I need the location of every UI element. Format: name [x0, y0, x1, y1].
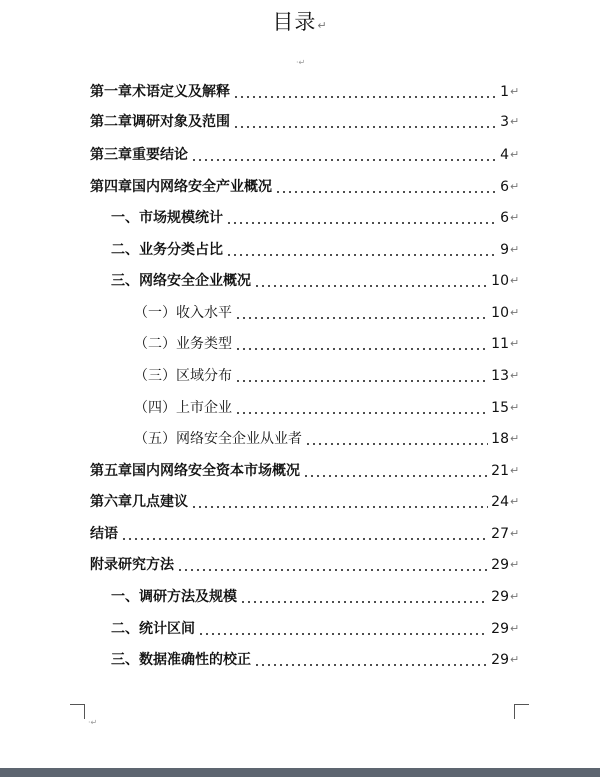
toc-entry-label: 第二章调研对象及范围: [90, 114, 230, 130]
toc-entry-label: 二、业务分类占比: [111, 242, 223, 258]
paragraph-mark-icon: ↵: [510, 211, 520, 224]
dot-leader: [198, 633, 488, 635]
toc-entry-label: 第六章几点建议: [90, 494, 188, 510]
toc-entry-page-number: 29: [491, 621, 509, 637]
toc-entry-label: 第三章重要结论: [90, 147, 188, 163]
paragraph-mark-icon: ↵: [510, 401, 520, 414]
dot-leader: [177, 569, 488, 571]
dot-leader: [275, 191, 497, 193]
toc-entry-label: 第四章国内网络安全产业概况: [90, 179, 272, 195]
toc-entry-label: （五）网络安全企业从业者: [134, 431, 302, 447]
dot-leader: [305, 443, 488, 445]
toc-entry-page-number: 3: [500, 114, 509, 130]
paragraph-mark-icon: ↵: [510, 115, 520, 128]
paragraph-mark-icon: ↵: [317, 19, 328, 32]
paragraph-mark-icon: ↵: [510, 180, 520, 193]
toc-entry[interactable]: [90, 522, 518, 546]
dot-leader: [191, 506, 488, 508]
toc-entry[interactable]: [111, 206, 518, 230]
toc-entry[interactable]: [134, 332, 518, 356]
toc-entry-page-number: 6: [500, 179, 509, 195]
toc-entry[interactable]: [111, 585, 518, 609]
paragraph-mark-icon: ↵: [510, 306, 520, 319]
toc-entry-page-number: 10: [491, 273, 509, 289]
toc-entry-page-number: 9: [500, 242, 509, 258]
toc-entry-label: 结语: [90, 526, 118, 542]
toc-entry[interactable]: [134, 396, 518, 420]
paragraph-mark-icon: ↵: [510, 558, 520, 571]
paragraph-mark-icon: ↵: [510, 337, 520, 350]
toc-entry-label: （二）业务类型: [134, 336, 232, 352]
toc-entry-page-number: 24: [491, 494, 509, 510]
toc-entry-page-number: 29: [491, 652, 509, 668]
toc-entry-label: 一、市场规模统计: [111, 210, 223, 226]
dot-leader: [235, 412, 488, 414]
dot-leader: [191, 159, 497, 161]
toc-entry-label: 附录研究方法: [90, 557, 174, 573]
dot-leader: [233, 126, 497, 128]
toc-entry-page-number: 6: [500, 210, 509, 226]
window-bottom-bar: [0, 768, 600, 777]
toc-entry-page-number: 1: [500, 84, 509, 100]
paragraph-mark-icon: ↵: [510, 464, 520, 477]
toc-entry-page-number: 4: [500, 147, 509, 163]
toc-entry[interactable]: [134, 427, 518, 451]
paragraph-mark-icon: ↵: [510, 495, 520, 508]
dot-leader: [235, 317, 488, 319]
toc-entry[interactable]: [134, 364, 518, 388]
paragraph-mark-icon: ↵: [510, 622, 520, 635]
dot-leader: [235, 380, 488, 382]
title-text: 目录: [272, 10, 317, 34]
toc-entry[interactable]: [111, 648, 518, 672]
paragraph-mark-icon: ↵: [510, 369, 520, 382]
toc-entry-label: 第一章术语定义及解释: [90, 84, 230, 100]
toc-entry-label: 三、数据准确性的校正: [111, 652, 251, 668]
toc-entry-label: 三、网络安全企业概况: [111, 273, 251, 289]
toc-entry-label: 第五章国内网络安全资本市场概况: [90, 463, 300, 479]
dot-leader: [303, 475, 488, 477]
toc-entry-label: （四）上市企业: [134, 400, 232, 416]
toc-entry[interactable]: [111, 238, 518, 262]
toc-entry[interactable]: [90, 175, 518, 199]
dot-leader: [233, 96, 497, 98]
toc-entry-page-number: 10: [491, 305, 509, 321]
toc-entry[interactable]: [90, 553, 518, 577]
dot-leader: [240, 601, 488, 603]
paragraph-mark-icon: ↵: [510, 653, 520, 666]
toc-entry[interactable]: [90, 459, 518, 483]
page-corner-marker-left: [70, 704, 85, 719]
page-corner-marker-right: [514, 704, 529, 719]
paragraph-mark-icon: ↵: [510, 148, 520, 161]
toc-entry-page-number: 21: [491, 463, 509, 479]
toc-entry[interactable]: [111, 617, 518, 641]
dot-leader: [254, 664, 488, 666]
toc-entry[interactable]: [90, 110, 518, 134]
paragraph-mark-icon: ↵: [510, 527, 520, 540]
toc-entry-page-number: 29: [491, 557, 509, 573]
dot-leader: [254, 285, 488, 287]
toc-entry-page-number: 15: [491, 400, 509, 416]
toc-entry-page-number: 27: [491, 526, 509, 542]
toc-entry[interactable]: [90, 80, 518, 104]
toc-entry[interactable]: [90, 490, 518, 514]
page-title: [0, 6, 600, 36]
toc-entry-page-number: 29: [491, 589, 509, 605]
paragraph-mark-icon: ↵: [510, 85, 520, 98]
paragraph-mark-icon: ·↵: [296, 58, 306, 67]
toc-entry-page-number: 11: [491, 336, 509, 352]
paragraph-mark-icon: ↵: [510, 274, 520, 287]
toc-entry-label: 一、调研方法及规模: [111, 589, 237, 605]
dot-leader: [235, 348, 488, 350]
dot-leader: [226, 222, 497, 224]
dot-leader: [226, 254, 497, 256]
toc-entry-label: 二、统计区间: [111, 621, 195, 637]
dot-leader: [121, 538, 488, 540]
toc-entry[interactable]: [134, 301, 518, 325]
paragraph-mark-icon: ↵: [510, 243, 520, 256]
paragraph-mark-icon: ↵: [510, 432, 520, 445]
paragraph-mark-icon: ·↵: [88, 718, 98, 727]
toc-entry[interactable]: [111, 269, 518, 293]
toc-entry-page-number: 13: [491, 368, 509, 384]
paragraph-mark-icon: ↵: [510, 590, 520, 603]
toc-entry[interactable]: [90, 143, 518, 167]
toc-entry-label: （一）收入水平: [134, 305, 232, 321]
toc-entry-label: （三）区域分布: [134, 368, 232, 384]
toc-entry-page-number: 18: [491, 431, 509, 447]
